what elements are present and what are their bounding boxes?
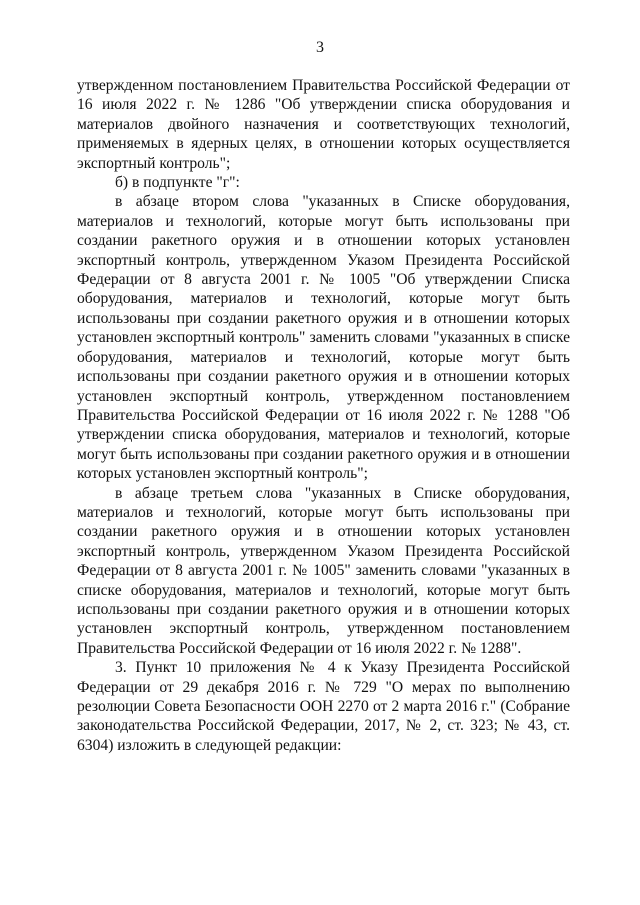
paragraph-continuation: утвержденном постановлением Правительства Российской Федерации от 16 июля 2022 г. № 1286 "Об утверждении списка оборудования и материалов двойного назначения и соответствующих технологий, применяемых в ядерных целях, в отношении которых осуществляется экспортный контроль";: [77, 77, 570, 172]
paragraph-second-abzac: в абзаце втором слова "указанных в Списке оборудования, материалов и технологий, которые могут быть использованы при создании ракетного оружия и в отношении которых установлен экспортный контроль, утвержденном Указом Президента Российской Федерации от 8 августа 2001 г. № 1005 "Об утверждении Списка оборудования, материалов и технологий, которые могут быть использованы при создании ракетного оружия и в отношении которых установлен экспортный контроль" заменить словами "указанных в списке оборудования, материалов и технологий, которые могут быть использованы при создании ракетного оружия и в отношении которых установлен экспортный контроль, утвержденном постановлением Правительства Российской Федерации от 16 июля 2022 г. № 1288 "Об утверждении списка оборудования, материалов и технологий, которые могут быть использованы при создании ракетного оружия и в отношении которых установлен экспортный контроль";: [77, 193, 570, 483]
page-number: 3: [316, 39, 324, 56]
document-body: [77, 76, 570, 755]
paragraph-third-abzac: в абзаце третьем слова "указанных в Списке оборудования, материалов и технологий, которые могут быть использованы при создании ракетного оружия и в отношении которых установлен экспортный контроль, утвержденном Указом Президента Российской Федерации от 8 августа 2001 г. № 1005" заменить словами "указанных в списке оборудования, материалов и технологий, которые могут быть использованы при создании ракетного оружия и в отношении которых установлен экспортный контроль, утвержденном постановлением Правительства Российской Федерации от 16 июля 2022 г. № 1288".: [77, 484, 570, 657]
paragraph-subitem-b: б) в подпункте "г":: [115, 174, 240, 192]
paragraph-item-3: 3. Пункт 10 приложения № 4 к Указу Президента Российской Федерации от 29 декабря 2016 г. № 729 "О мерах по выполнению резолюции Совета Безопасности ООН 2270 от 2 марта 2016 г." (Собрание законодательства Российской Федерации, 2017, № 2, ст. 323; № 43, ст. 6304) изложить в следующей редакции:: [77, 659, 570, 754]
